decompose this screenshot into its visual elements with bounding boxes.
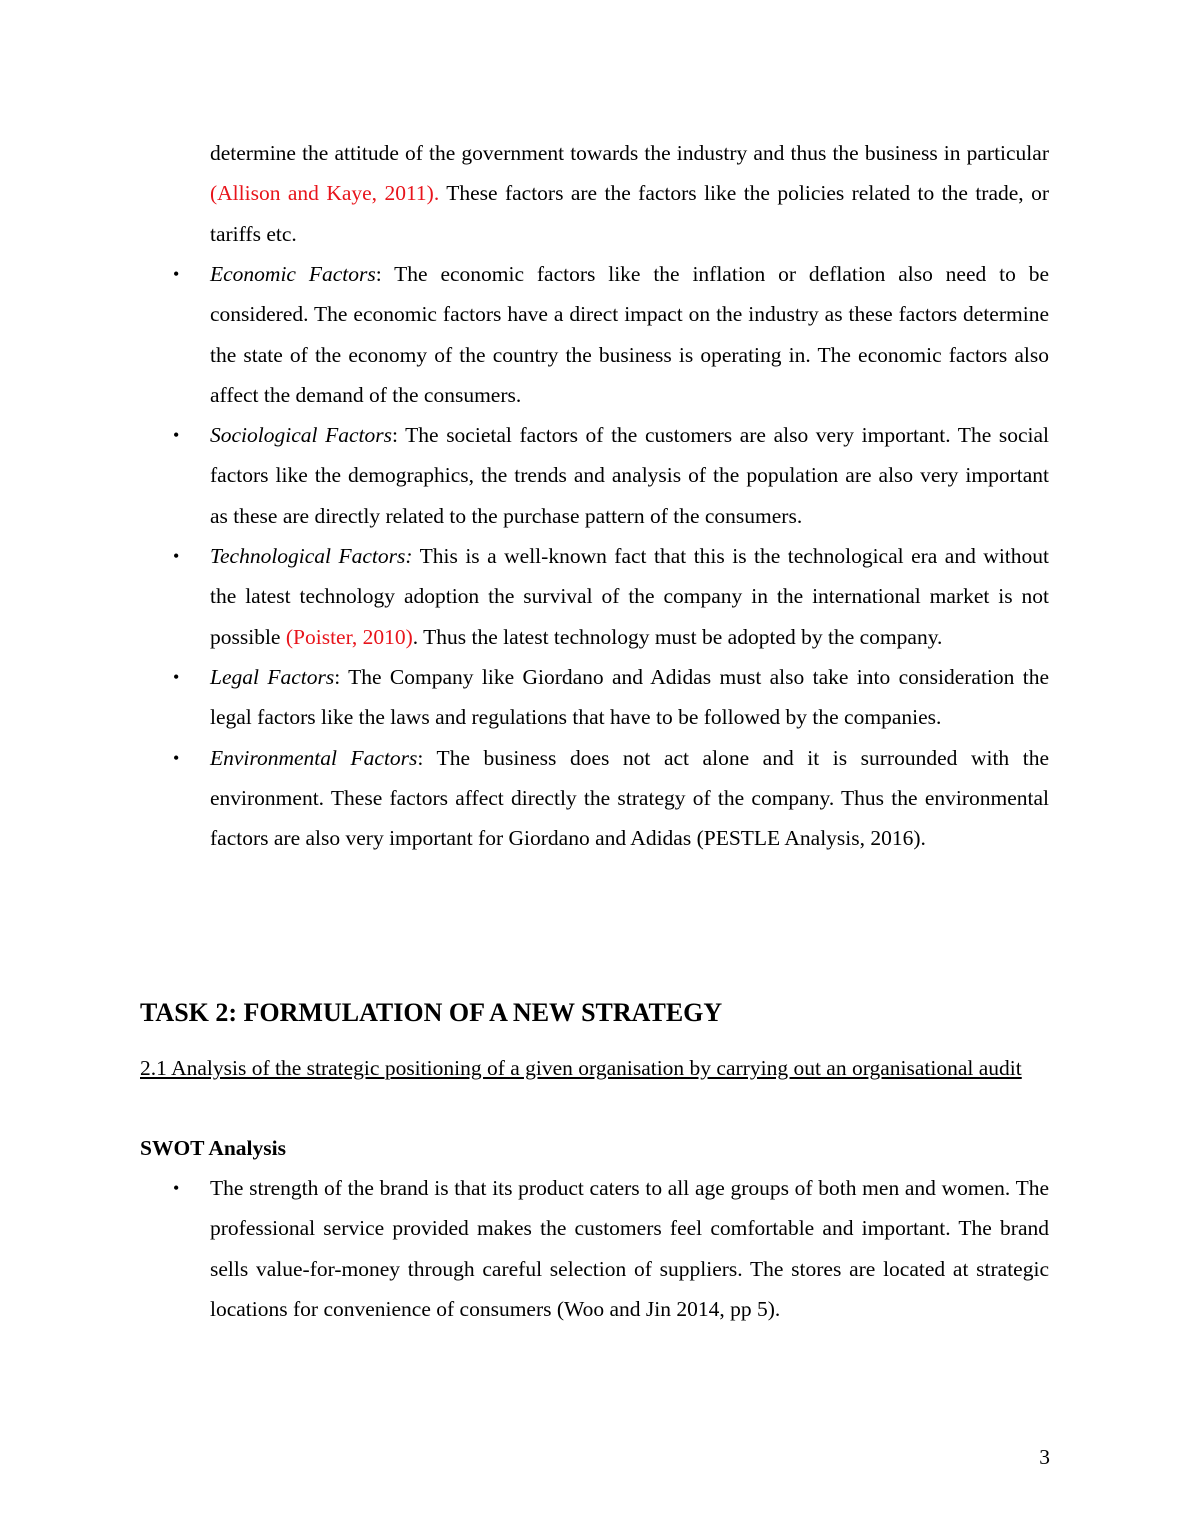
task-heading: TASK 2: FORMULATION OF A NEW STRATEGY — [140, 998, 723, 1027]
bullet-text: : The economic factors like the inflation or deflation also need to be considered. The economic factors have a direct impact on the industry as these factors determine the state of the economy of the country the business is operating in. The economic factors also affect the demand of the consumers. — [210, 262, 1049, 407]
bullet-technological — [173, 536, 1049, 657]
bullet-icon: • — [173, 425, 180, 446]
continuation-paragraph — [210, 133, 1049, 254]
swot-text: The strength of the brand is that its product caters to all age groups of both men and women. The professional service provided makes the customers feel comfortable and important. The brand sells value-for-money through careful selection of suppliers. The stores are located at strategic locations for convenience of consumers (Woo and Jin 2014, pp 5). — [210, 1176, 1049, 1321]
citation-poister: (Poister, 2010) — [285, 624, 413, 649]
bullet-economic — [173, 254, 1049, 415]
bullet-sociological — [173, 415, 1049, 536]
swot-bullet-list — [173, 1168, 1049, 1329]
bullet-icon: • — [173, 747, 180, 768]
swot-bullet-strength — [173, 1168, 1049, 1329]
bullet-environmental — [173, 738, 1049, 859]
bullet-term: Economic Factors — [210, 262, 376, 286]
bullet-text: This is a well-known fact that this is the technological era and without the latest technology adoption the survival of the company in the international market is not possible — [210, 544, 1049, 649]
page-number: 3 — [1039, 1445, 1050, 1469]
continuation-text-1: determine the attitude of the government towards the industry and thus the business in particular — [210, 141, 1049, 165]
bullet-icon: • — [173, 666, 180, 687]
section-subheading: 2.1 Analysis of the strategic positioning of a given organisation by carrying out an organisational audit — [140, 1056, 1022, 1080]
bullet-term: Legal Factors — [210, 664, 335, 689]
swot-title: SWOT Analysis — [140, 1136, 286, 1160]
continuation-text-2: These factors are the factors like the policies related to the trade, or tariffs etc. — [210, 181, 1049, 246]
bullet-term: Technological Factors: — [210, 544, 413, 569]
bullet-icon: • — [173, 264, 180, 284]
bullet-text-after: . Thus the latest technology must be adopted by the company. — [412, 624, 943, 649]
bullet-text: : The societal factors of the customers are also very important. The social factors like the demographics, the trends and analysis of the population are also very important as these are directly related to the purchase pattern of the consumers. — [210, 423, 1049, 528]
bullet-text: : The Company like Giordano and Adidas must also take into consideration the legal factors like the laws and regulations that have to be followed by the companies. — [210, 664, 1050, 730]
bullet-icon: • — [173, 546, 180, 567]
bullet-icon: • — [173, 1178, 180, 1198]
bullet-legal — [173, 657, 1050, 738]
bullet-term: Environmental Factors — [210, 745, 418, 770]
bullet-text: : The business does not act alone and it is surrounded with the environment. These factors affect directly the strategy of the company. Thus the environmental factors are also very important for Giordano and Adidas (PESTLE Analysis, 2016). — [210, 745, 1049, 851]
bullet-term: Sociological Factors — [210, 423, 392, 448]
citation-allison-kaye: (Allison and Kaye, 2011). — [210, 181, 440, 206]
pestle-bullet-list — [173, 254, 1050, 858]
